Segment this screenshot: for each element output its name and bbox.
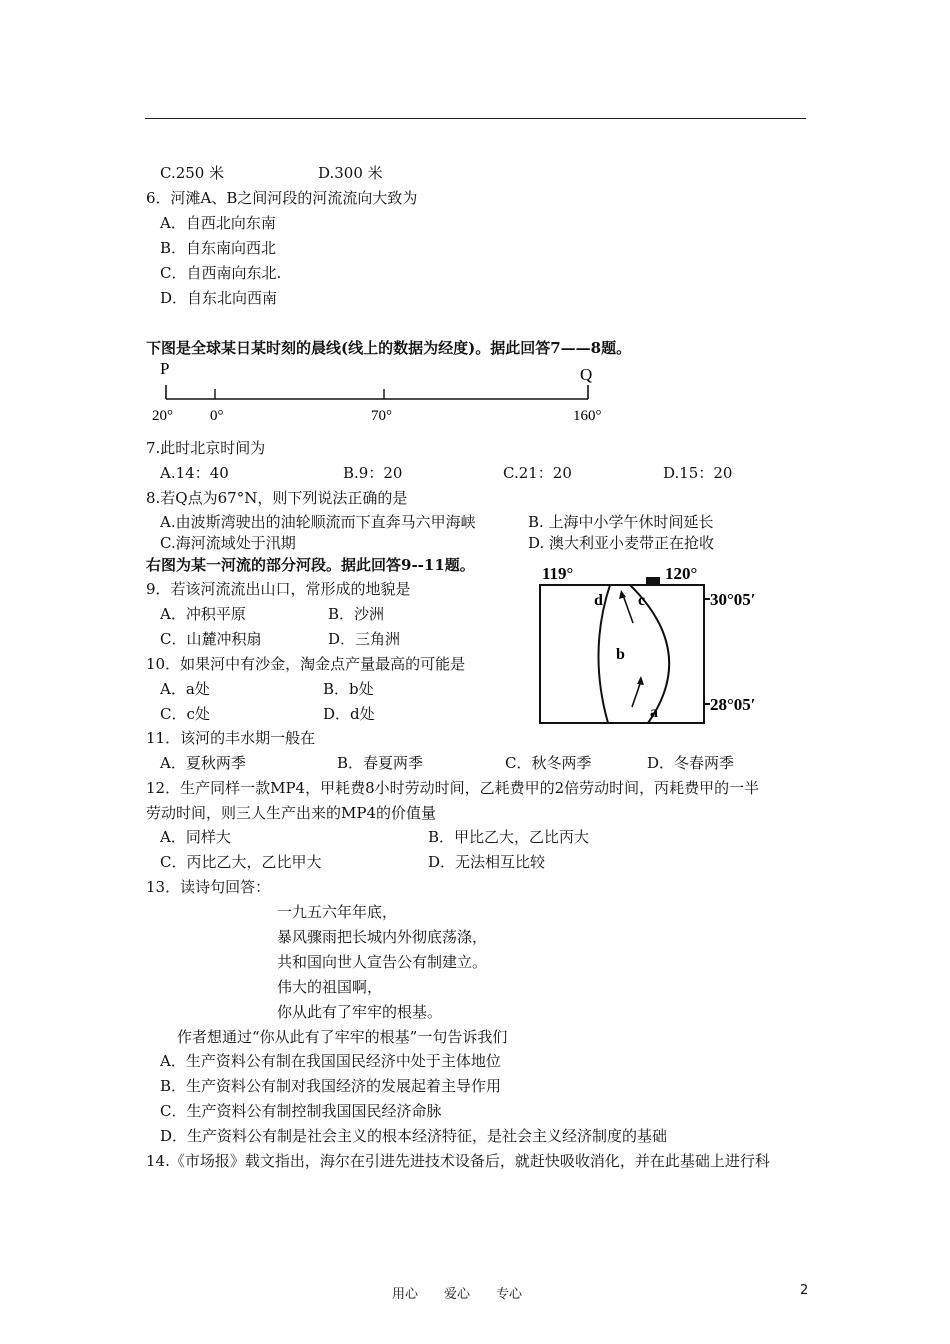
q9-option-a: A．冲积平原 [160, 605, 246, 623]
q13-poem-line: 伟大的祖国啊， [277, 978, 383, 996]
q6-option-b: B．自东南向西北 [160, 239, 277, 257]
point-c: c [638, 592, 646, 609]
lon-right-label: 120° [665, 564, 698, 583]
q5-option-c: C.250 米 [160, 164, 225, 182]
q7-option-d: D.15：20 [663, 464, 733, 482]
flow-arrow-upper [623, 595, 633, 623]
q10-option-b: B．b处 [323, 680, 374, 698]
q12-option-c: C．丙比乙大，乙比甲大 [160, 853, 322, 871]
terminator-line-figure [146, 360, 616, 428]
q13-option-c: C．生产资料公有制控制我国国民经济命脉 [160, 1102, 442, 1120]
tick-label-160: 160° [573, 408, 602, 424]
intro-7-8: 下图是全球某日某时刻的晨线(线上的数据为经度)。据此回答7——8题。 [146, 339, 632, 357]
q11-option-a: A．夏秋两季 [160, 754, 246, 772]
q13-stem: 13．读诗句回答： [146, 878, 271, 896]
lat-bottom-label: 28°05′ [710, 695, 756, 714]
q13-poem-line: 你从此有了牢牢的根基。 [277, 1003, 443, 1021]
flow-arrow-upper-head [619, 590, 626, 599]
label-p: P [160, 360, 170, 378]
q12-option-b: B．甲比乙大，乙比丙大 [428, 828, 590, 846]
q11-option-c: C．秋冬两季 [505, 754, 592, 772]
q11-option-d: D．冬春两季 [647, 754, 735, 772]
page-number: 2 [800, 1283, 809, 1298]
q12-stem-line2: 劳动时间，则三人生产出来的MP4的价值量 [146, 804, 436, 822]
q13-question: 作者想通过“你从此有了牢牢的根基”一句告诉我们 [177, 1028, 508, 1046]
q9-stem: 9．若该河流流出山口，常形成的地貌是 [146, 580, 411, 598]
point-b: b [616, 646, 625, 663]
q8-option-b: B. 上海中小学午休时间延长 [528, 513, 714, 531]
q7-option-b: B.9：20 [343, 464, 403, 482]
q13-poem-line: 共和国向世人宣告公有制建立。 [277, 953, 488, 971]
q12-option-d: D．无法相互比较 [428, 853, 546, 871]
q10-option-d: D．d处 [323, 705, 375, 723]
river-figure [528, 562, 778, 726]
q8-option-a: A.由波斯湾驶出的油轮顺流而下直奔马六甲海峡 [160, 513, 476, 531]
label-q: Q [580, 365, 593, 384]
q12-stem-line1: 12．生产同样一款MP4，甲耗费8小时劳动时间，乙耗费甲的2倍劳动时间，丙耗费甲的一半 [146, 779, 760, 797]
q5-option-d: D.300 米 [318, 164, 383, 182]
q11-stem: 11．该河的丰水期一般在 [146, 729, 316, 747]
q7-option-c: C.21：20 [503, 464, 572, 482]
q10-option-c: C．c处 [160, 705, 210, 723]
intro-9-11: 右图为某一河流的部分河段。据此回答9--11题。 [146, 556, 475, 574]
q13-poem-line: 一九五六年年底， [277, 903, 398, 921]
q8-option-d: D. 澳大利亚小麦带正在抢收 [528, 534, 715, 552]
q11-option-b: B．春夏两季 [337, 754, 424, 772]
q13-option-b: B．生产资料公有制对我国经济的发展起着主导作用 [160, 1077, 502, 1095]
footer-motto: 用心 爱心 专心 [392, 1287, 523, 1302]
q6-option-d: D．自东北向西南 [160, 289, 278, 307]
tick-label-70: 70° [371, 408, 392, 424]
q10-option-a: A．a处 [160, 680, 210, 698]
tick-label-20: 20° [152, 408, 173, 424]
river-bank-right [630, 585, 669, 723]
header-rule [145, 118, 806, 119]
lat-top-label: 30°05′ [710, 590, 756, 609]
tick-label-0: 0° [210, 408, 224, 424]
q9-option-d: D．三角洲 [328, 630, 401, 648]
lon-left-label: 119° [542, 564, 574, 583]
q13-option-d: D．生产资料公有制是社会主义的根本经济特征，是社会主义经济制度的基础 [160, 1127, 668, 1145]
q8-option-c: C.海河流域处于汛期 [160, 534, 296, 552]
q6-option-c: C．自西南向东北. [160, 264, 282, 282]
point-d: d [594, 592, 603, 609]
q13-poem-line: 暴风骤雨把长城内外彻底荡涤， [277, 928, 488, 946]
q10-stem: 10．如果河中有沙金，淘金点产量最高的可能是 [146, 655, 466, 673]
point-a: a [650, 704, 658, 721]
map-marker [646, 577, 660, 585]
q9-option-c: C．山麓冲积扇 [160, 630, 262, 648]
q8-stem: 8.若Q点为67°N，则下列说法正确的是 [146, 489, 408, 507]
q7-stem: 7.此时北京时间为 [146, 439, 266, 457]
q6-stem: 6．河滩A、B之间河段的河流流向大致为 [146, 189, 418, 207]
q12-option-a: A．同样大 [160, 828, 231, 846]
q6-option-a: A．自西北向东南 [160, 214, 276, 232]
q9-option-b: B．沙洲 [328, 605, 385, 623]
q14-stem: 14.《市场报》载文指出，海尔在引进先进技术设备后，就赶快吸收消化，并在此基础上进行科 [146, 1152, 770, 1170]
q7-option-a: A.14：40 [160, 464, 229, 482]
flow-arrow-lower [632, 681, 641, 707]
flow-arrow-lower-head [637, 676, 644, 685]
q13-option-a: A．生产资料公有制在我国国民经济中处于主体地位 [160, 1052, 501, 1070]
